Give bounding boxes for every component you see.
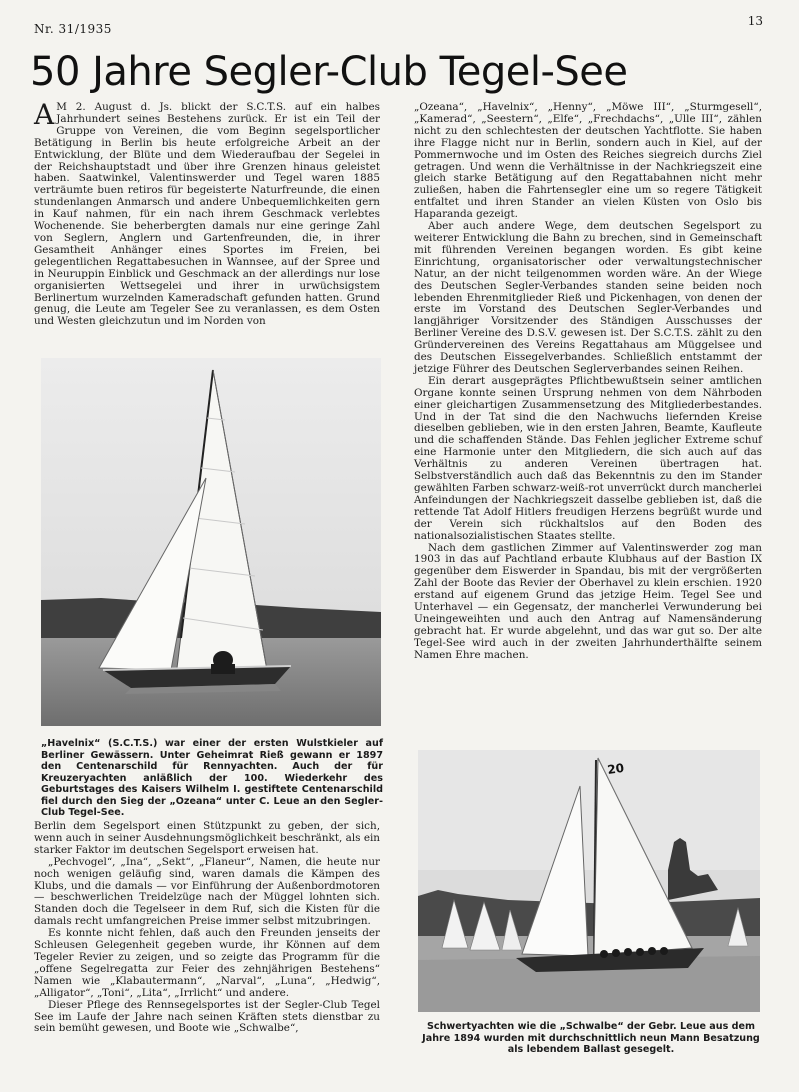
paragraph: Dieser Pflege des Rennsegelsportes ist der Segler-Club Tegel See im Laufe der Jahre nach seinen Kräften stets dienstbar zu sein bemüht gewesen, und Boote wie „Schwalbe“, (34, 998, 380, 1035)
photo-caption-havelnix: „Havelnix“ (S.C.T.S.) war einer der ersten Wulstkieler auf Berliner Gewässern. Unter Geheimrat Rieß gewann er 1897 den Centenarschild für Rennyachten. Auch der für Kreuzeryachten anläßlich der 100. Wiederkehr des Geburtstages des Kaisers Wilhelm I. gestiftete Centenarschild fiel durch den Sieg der „Ozeana“ unter C. Leue an den Segler-Club Tegel-See. (41, 738, 383, 818)
paragraph: Ein derart ausgeprägtes Pflichtbewußtsein seiner amtlichen Organe konnte seinen Ursprung nehmen von dem Nährboden einer gleichartigen Zusammensetzung des Mitgliederbestandes. Und in der Tat sind die den Nachwuchs liefernden Kreise dieselben geblieben, wie in den ersten Jahren, Beamte, Kaufleute und die schaffenden Stände. Das Fehlen jeglicher Extreme schuf eine Harmonie unter den Mitgliedern, die sich auch auf das Verhältnis zu anderen Vereinen übertragen hat. Selbstverständlich auch daß das Bekenntnis zu den im Stander gewählten Farben schwarz-weiß-rot unverrückt durch mancherlei Anfeindungen der Nachkriegszeit dasselbe geblieben ist, daß die rettende Tat Adolf Hitlers freudigen Herzens begrüßt wurde und der Verein sich rückhaltslos auf den Boden des nationalsozialistischen Staates stellte. (414, 374, 762, 542)
page-number: 13 (747, 14, 763, 28)
paragraph: Nach dem gastlichen Zimmer auf Valentinswerder zog man 1903 in das auf Pachtland erbaute Klubhaus auf der Bastion IX gegenüber dem Eiswerder in Spandau, bis mit der vergrößerten Zahl der Boote das Revier der Oberhavel zu klein erschien. 1920 erstand auf eigenem Grund das jetzige Heim. Tegel See und Unterhavel — ein Gegensatz, der mancherlei Verwunderung bei Uneingeweihten und auch den Antrag auf Namensänderung gebracht hat. Er wurde abgelehnt, und das war gut so. Der alte Tegel-See wird auch in der zweiten Jahrhunderthälfte seinem Namen Ehre machen. (414, 541, 762, 661)
right-column-text (414, 102, 762, 662)
drop-cap: A (34, 98, 55, 131)
photo-havelnix-sailboat (41, 358, 381, 726)
paragraph: Es konnte nicht fehlen, daß auch den Freunden jenseits der Schleusen Gelegenheit gegeben wurde, ihr Können auf dem Tegeler Revier zu zeigen, und so zeigte das Programm für die „offene Segelregatta zur Feier des zehnjährigen Bestehens“ Namen wie „Klabautermann“, „Narval“, „Luna“, „Hedwig“, „Alligator“, „Toni“, „Lita“, „Irrlicht“ und andere. (34, 927, 380, 999)
photo-schwertyachten (418, 750, 760, 1012)
paragraph: Aber auch andere Wege, dem deutschen Segelsport zu weiterer Entwicklung die Bahn zu brechen, sind in Gemeinschaft mit führenden Vereinen begangen worden. Es gibt keine Einrichtung, organisatorischer oder verwaltungstechnischer Natur, an der nicht teilgenommen worden wäre. An der Wiege des Deutschen Segler-Verbandes standen seine beiden noch lebenden Ehrenmitglieder Rieß und Pickenhagen, von denen der erste im Vorstand des Deutschen Segler-Verbandes und langjähriger Vorsitzender des Ständigen Ausschusses der Berliner Vereine des D.S.V. gewesen ist. Der S.C.T.S. zählt zu den Gründervereinen des Vereins Regattahaus am Müggelsee und des Deutschen Eissegelverbandes. Schließlich entstammt der jetzige Führer des Deutschen Seglerverbandes seinen Reihen. (414, 220, 762, 375)
paragraph-text: M 2. August d. Js. blickt der S.C.T.S. auf ein halbes Jahrhundert seines Bestehens zurück. Er ist ein Teil der Gruppe von Vereinen, die vom Beginn segelsportlicher Betätigung in Berlin bis heute erfolgreiche Arbeit an der Entwicklung, der Blüte und dem Wiederaufbau der Segelei in der Reichshauptstadt und über ihre Grenzen hinaus geleistet haben. Saatwinkel, Valentinswerder und Tegel waren 1885 verträumte buen retiros für begeisterte Naturfreunde, die einen stundenlangen Anmarsch und andere Unbequemlichkeiten gern in Kauf nahmen, für ein nach ihrem Geschmack verlebtes Wochenende. Sie beherbergten damals nur eine geringe Zahl von Seglern, Anglern und Gartenfreunden, die, in ihrer Gesamtheit Anhänger eines Sportes im Freien, bei gelegentlichen Regattabesuchen in Wannsee, auf der Spree und in Neuruppin Einblick und Geschmack an der allerdings nur lose organisierten Wettsegelei und ihrer in urwüchsigstem Berlinertum wurzelnden Kameradschaft gefunden hatten. Grund genug, die Leute am Tegeler See zu veranlassen, es dem Osten und Westen gleichzutun und im Norden von (34, 101, 380, 328)
sail-number: 20 (606, 760, 625, 777)
photo-caption-schwertyachten: Schwertyachten wie die „Schwalbe“ der Gebr. Leue aus dem Jahre 1894 wurden mit durchschnittlich neun Mann Besatzung als lebendem Ballast gesegelt. (422, 1021, 760, 1055)
left-column-text-bottom (34, 821, 380, 1035)
paragraph: „Ozeana“, „Havelnix“, „Henny“, „Möwe III“, „Sturmgesell“, „Kamerad“, „Seestern“, „Elfe“, „Frechdachs“, „Ulle III“, zählen nicht zu den schlechtesten der deutschen Yachtflotte. Sie haben ihre Flagge nicht nur in Berlin, sondern auch in Kiel, auf der Pommernwoche und im Osten des Reiches siegreich durchs Ziel getragen. Und wenn die Verhältnisse in der Nachkriegszeit eine gleich starke Betätigung auf den Regattabahnen nicht mehr zuließen, haben die Fahrtensegler eine um so regere Tätigkeit entfaltet und ihren Stander an vielen Küsten von Oslo bis Haparanda gezeigt. (414, 101, 762, 221)
left-column-text-top (34, 98, 380, 328)
paragraph: Berlin dem Segelsport einen Stützpunkt zu geben, der sich, wenn auch in seiner Ausdehnungsmöglichkeit beschränkt, als ein starker Faktor im deutschen Segelsport erweisen hat. (34, 820, 380, 856)
paragraph (34, 98, 380, 328)
issue-number: Nr. 31/1935 (34, 22, 112, 36)
article-title: 50 Jahre Segler-Club Tegel-See (30, 49, 628, 95)
paragraph: „Pechvogel“, „Ina“, „Sekt“, „Flaneur“, Namen, die heute nur noch wenigen geläufig sind, waren damals die Kämpen des Klubs, und die damals — vor Einführung der Außenbordmotoren — beschwerlichen Treidelzüge nach der Müggel lohnten sich. Standen doch die Tegelseer in dem Ruf, sich die Kisten für die damals recht umfangreichen Preise immer selbst mitzubringen. (34, 855, 380, 928)
